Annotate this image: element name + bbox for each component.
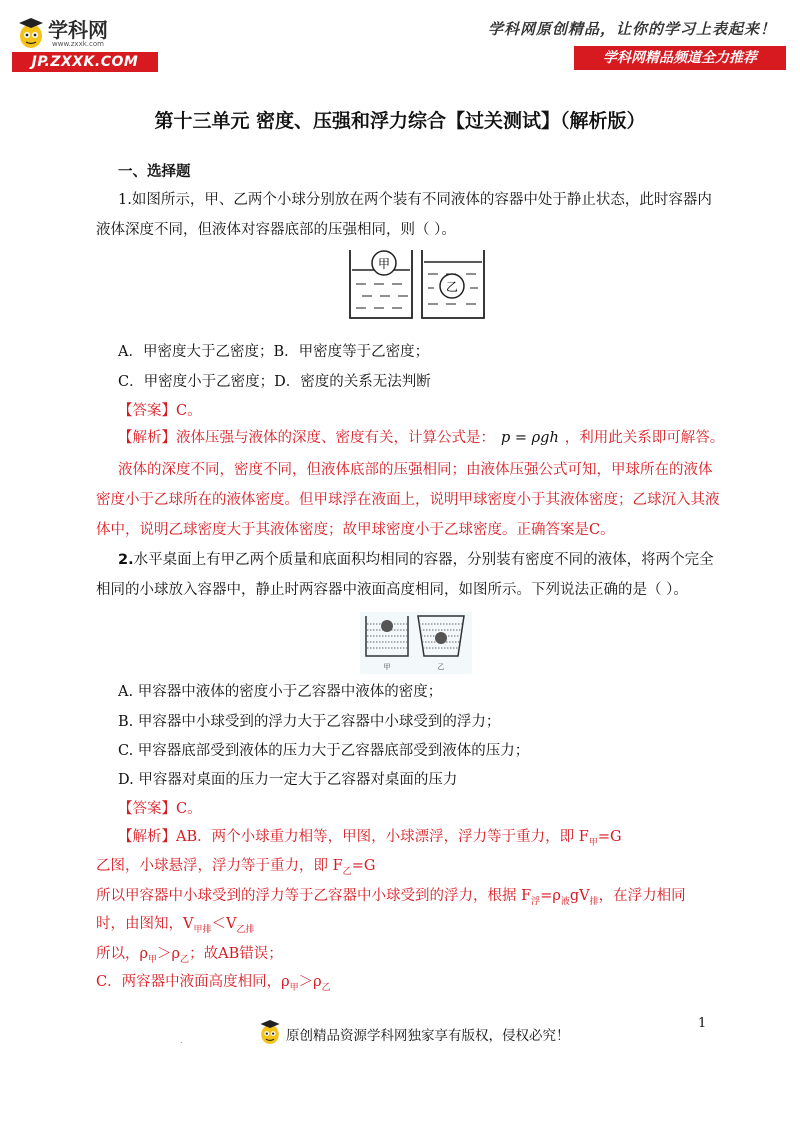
sub-yi: 乙	[180, 954, 190, 965]
footer-dot: .	[180, 1036, 183, 1045]
analysis-tail: =G	[597, 829, 622, 845]
analysis-text: 液体压强与液体的深度、密度有关，计算公式是：	[176, 430, 495, 446]
q1-options-line1: A．甲密度大于乙密度；B．甲密度等于乙密度；	[118, 344, 430, 360]
text-c: ；故AB错误；	[189, 946, 283, 962]
q1-analysis-line1	[118, 428, 724, 448]
logo	[12, 14, 162, 76]
page-title: 第十三单元 密度、压强和浮力综合【过关测试】（解析版）	[154, 110, 646, 132]
sub-yipai: 乙排	[236, 924, 255, 935]
section-heading: 一、选择题	[118, 164, 191, 180]
q2-analysis-line5	[96, 944, 283, 970]
q2-analysis-line6	[96, 972, 331, 998]
sub-jia: 甲	[148, 954, 158, 965]
mascot-icon	[258, 1018, 282, 1046]
analysis-text: AB．两个小球重力相等，甲图，小球漂浮，浮力等于重力，即 F	[176, 829, 589, 845]
q2-number: 2.	[118, 552, 134, 568]
sub-pai: 排	[589, 896, 599, 907]
q1-options-line2: C．甲密度小于乙密度；D．密度的关系无法判断	[118, 374, 431, 390]
q1-stem-line2: 液体深度不同，但液体对容器底部的压强相同，则（ ）。	[96, 222, 456, 238]
q2-answer	[118, 799, 202, 819]
answer-tag: 【答案】	[118, 801, 176, 817]
sub-yi: 乙	[342, 866, 352, 877]
analysis-text-tail: ，利用此关系即可解答。	[564, 430, 725, 446]
q2-analysis-line1	[118, 827, 622, 853]
text-c: gV	[569, 888, 590, 904]
sub-jia: 甲	[588, 837, 598, 848]
label-jia-2: 甲	[383, 663, 391, 671]
logo-url-small: www.zxxk.com	[52, 40, 104, 48]
text-a: 所以，ρ	[96, 946, 149, 962]
page-number: 1	[698, 1016, 707, 1031]
text-a: 所以甲容器中小球受到的浮力等于乙容器中小球受到的浮力，根据 F	[96, 888, 532, 904]
text-d: ，在浮力相同	[598, 888, 686, 904]
answer-value: C。	[176, 801, 202, 817]
label-yi-2: 乙	[437, 663, 445, 671]
sub-jiapai: 甲排	[193, 924, 212, 935]
analysis-tail: =G	[351, 858, 376, 874]
sub-jia: 甲	[289, 982, 299, 993]
analysis-formula: p = ρgh	[501, 430, 559, 446]
logo-text: 学科网	[48, 18, 108, 42]
analysis-tag: 【解析】	[118, 430, 176, 446]
q1-figure	[348, 248, 488, 320]
text-a: 时，由图知，V	[96, 916, 194, 932]
footer-copyright: 原创精品资源学科网独家享有版权，侵权必究！	[286, 1028, 570, 1044]
sub-yi: 乙	[321, 982, 331, 993]
q2-analysis-line4	[96, 914, 255, 940]
logo-domain[interactable]: JP.ZXXK.COM	[12, 52, 158, 72]
q2-stem-line2: 相同的小球放入容器中，静止时两容器中液面高度相同，如图所示。下列说法正确的是（ ）。	[96, 582, 688, 598]
label-jia: 甲	[377, 257, 391, 271]
answer-tag: 【答案】	[118, 403, 176, 419]
answer-value: C。	[176, 403, 202, 419]
text-b: ＜V	[211, 916, 237, 932]
q2-option-b: B. 甲容器中小球受到的浮力大于乙容器中小球受到的浮力；	[118, 714, 501, 730]
text-a: C．两容器中液面高度相同，ρ	[96, 974, 290, 990]
q1-answer	[118, 401, 202, 421]
mascot-icon	[16, 16, 46, 50]
sub-ye: 液	[560, 896, 570, 907]
q1-analysis-line2: 液体的深度不同，密度不同，但液体底部的压强相同；由液体压强公式可知，甲球所在的液体	[118, 462, 713, 478]
q2-option-a: A. 甲容器中液体的密度小于乙容器中液体的密度；	[118, 684, 443, 700]
q2-analysis-line2	[96, 856, 375, 882]
analysis-text: 乙图，小球悬浮，浮力等于重力，即 F	[96, 858, 343, 874]
q2-option-d: D. 甲容器对桌面的压力一定大于乙容器对桌面的压力	[118, 772, 458, 788]
q2-stem-line1	[118, 550, 714, 570]
q1-stem-line1: 1.如图所示，甲、乙两个小球分别放在两个装有不同液体的容器中处于静止状态，此时容器内	[118, 192, 712, 208]
sub-fu: 浮	[531, 896, 541, 907]
text-b: =ρ	[540, 888, 561, 904]
channel-banner[interactable]: 学科网精品频道全力推荐	[574, 46, 786, 70]
text-b: ＞ρ	[298, 974, 322, 990]
text-b: ＞ρ	[157, 946, 181, 962]
analysis-tag: 【解析】	[118, 829, 176, 845]
slogan: 学科网原创精品，让你的学习上表起来！	[487, 20, 776, 38]
label-yi: 乙	[445, 280, 459, 294]
q1-analysis-line3: 密度小于乙球所在的液体密度。但甲球浮在液面上，说明甲球密度小于其液体密度；乙球沉入其液	[96, 492, 720, 508]
q2-figure	[360, 612, 472, 674]
q2-stem-text: 水平桌面上有甲乙两个质量和底面积均相同的容器，分别装有密度不同的液体，将两个完全	[133, 552, 714, 568]
q2-analysis-line3	[96, 886, 686, 912]
q1-analysis-line4: 体中，说明乙球密度大于其液体密度；故甲球密度小于乙球密度。正确答案是C。	[96, 522, 615, 538]
q2-option-c: C. 甲容器底部受到液体的压力大于乙容器底部受到液体的压力；	[118, 743, 530, 759]
